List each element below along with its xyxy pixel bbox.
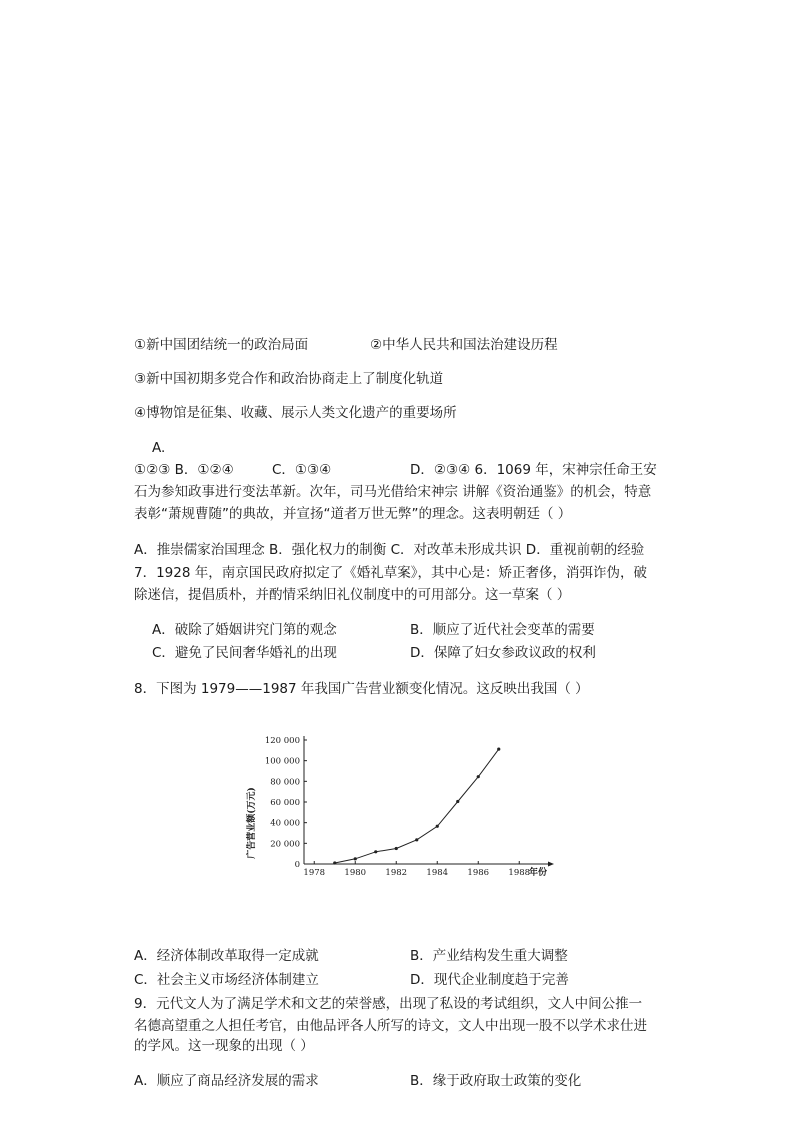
q7-option-b: B．顺应了近代社会变革的需要 bbox=[410, 622, 595, 638]
statement-1-text: ①新中国团结统一的政治局面 bbox=[134, 337, 309, 353]
data-point bbox=[333, 861, 336, 864]
x-tick-label: 1980 bbox=[344, 868, 367, 878]
q7-option-d: D．保障了妇女参政议政的权利 bbox=[410, 645, 596, 661]
y-tick-label: 40 000 bbox=[270, 818, 300, 829]
q8-option-d: D．现代企业制度趋于完善 bbox=[410, 972, 569, 988]
x-axis-arrow bbox=[548, 862, 554, 867]
data-point bbox=[395, 847, 398, 850]
x-axis-label: 年份 bbox=[528, 868, 548, 878]
y-tick-label: 0 bbox=[294, 860, 300, 870]
y-tick-label: 80 000 bbox=[270, 777, 300, 788]
q9-option-b: B．缘于政府取士政策的变化 bbox=[410, 1073, 582, 1089]
q7-option-c: C．避免了民间奢华婚礼的出现 bbox=[152, 645, 337, 661]
x-tick-label: 1982 bbox=[385, 868, 408, 878]
chart-y-ticks bbox=[265, 736, 307, 870]
q9-stem-line3: 的学风。这一现象的出现（ ） bbox=[134, 1038, 314, 1054]
statement-3: ③新中国初期多党合作和政治协商走上了制度化轨道 bbox=[134, 371, 444, 387]
series-line bbox=[335, 749, 499, 863]
x-tick-label: 1984 bbox=[426, 868, 449, 878]
y-axis-label: 广告营业额(万元) bbox=[247, 787, 257, 859]
q9-option-a: A．顺应了商品经济发展的需求 bbox=[134, 1073, 319, 1089]
advertising-revenue-chart bbox=[232, 728, 562, 883]
data-point bbox=[497, 747, 500, 750]
q5-option-a-label: A. bbox=[152, 440, 166, 456]
q8-option-b: B．产业结构发生重大调整 bbox=[410, 948, 568, 964]
q6-stem-line1: D．②③④ 6．1069 年，宋神宗任命王安 bbox=[410, 462, 657, 478]
statement-4: ④博物馆是征集、收藏、展示人类文化遗产的重要场所 bbox=[134, 405, 457, 421]
data-point bbox=[436, 825, 439, 828]
q8-option-a: A．经济体制改革取得一定成就 bbox=[134, 948, 319, 964]
data-point bbox=[477, 775, 480, 778]
statement-1 bbox=[134, 335, 308, 355]
y-tick-label: 100 000 bbox=[264, 756, 300, 767]
data-point bbox=[354, 857, 357, 860]
q8-stem: 8．下图为 1979——1987 年我国广告营业额变化情况。这反映出我国（ ） bbox=[134, 681, 589, 697]
q9-stem-line2: 名德高望重之人担任考官，由他品评各人所写的诗文，文人中出现一股不以学术求仕进 bbox=[134, 1018, 647, 1034]
q6-options: A．推崇儒家治国理念 B．强化权力的制衡 C．对改革未形成共识 D．重视前朝的经验 bbox=[134, 542, 645, 558]
chart-axes bbox=[304, 736, 554, 867]
y-tick-label: 60 000 bbox=[270, 798, 300, 808]
y-tick-label: 20 000 bbox=[270, 839, 300, 850]
statement-2 bbox=[370, 335, 558, 355]
chart-points bbox=[333, 747, 500, 864]
data-point bbox=[456, 800, 459, 803]
chart-svg bbox=[232, 728, 562, 883]
data-point bbox=[374, 850, 377, 853]
q7-option-a: A．破除了婚姻讲究门第的观念 bbox=[152, 622, 337, 638]
q5-option-c: C．①③④ bbox=[272, 462, 332, 478]
q8-option-c: C．社会主义市场经济体制建立 bbox=[134, 972, 319, 988]
q7-stem-line1: 7．1928 年，南京国民政府拟定了《婚礼草案》，其中心是：矫正奢侈，消弭诈伪，破 bbox=[134, 565, 647, 581]
q9-stem-line1: 9．元代文人为了满足学术和文艺的荣誉感，出现了私设的考试组织，文人中间公推一 bbox=[134, 996, 643, 1012]
q7-stem-line2: 除迷信，提倡质朴，并酌情采纳旧礼仪制度中的可用部分。这一草案（ ） bbox=[134, 587, 571, 603]
y-tick-label: 120 000 bbox=[264, 736, 300, 746]
q6-stem-line2: 石为参知政事进行变法革新。次年，司马光借给宋神宗 讲解《资治通鉴》的机会，特意 bbox=[134, 484, 652, 500]
x-tick-label: 1978 bbox=[303, 868, 326, 878]
data-point bbox=[415, 838, 418, 841]
x-tick-label: 1988 bbox=[508, 868, 531, 878]
q5-options-ab: ①②③ B．①②④ bbox=[134, 462, 234, 478]
q6-stem-line3: 表彰“萧规曹随”的典故，并宣扬“道者万世无弊”的理念。这表明朝廷（ ） bbox=[134, 506, 572, 522]
statement-2-text: ②中华人民共和国法治建设历程 bbox=[370, 337, 558, 353]
x-tick-label: 1986 bbox=[467, 868, 490, 878]
